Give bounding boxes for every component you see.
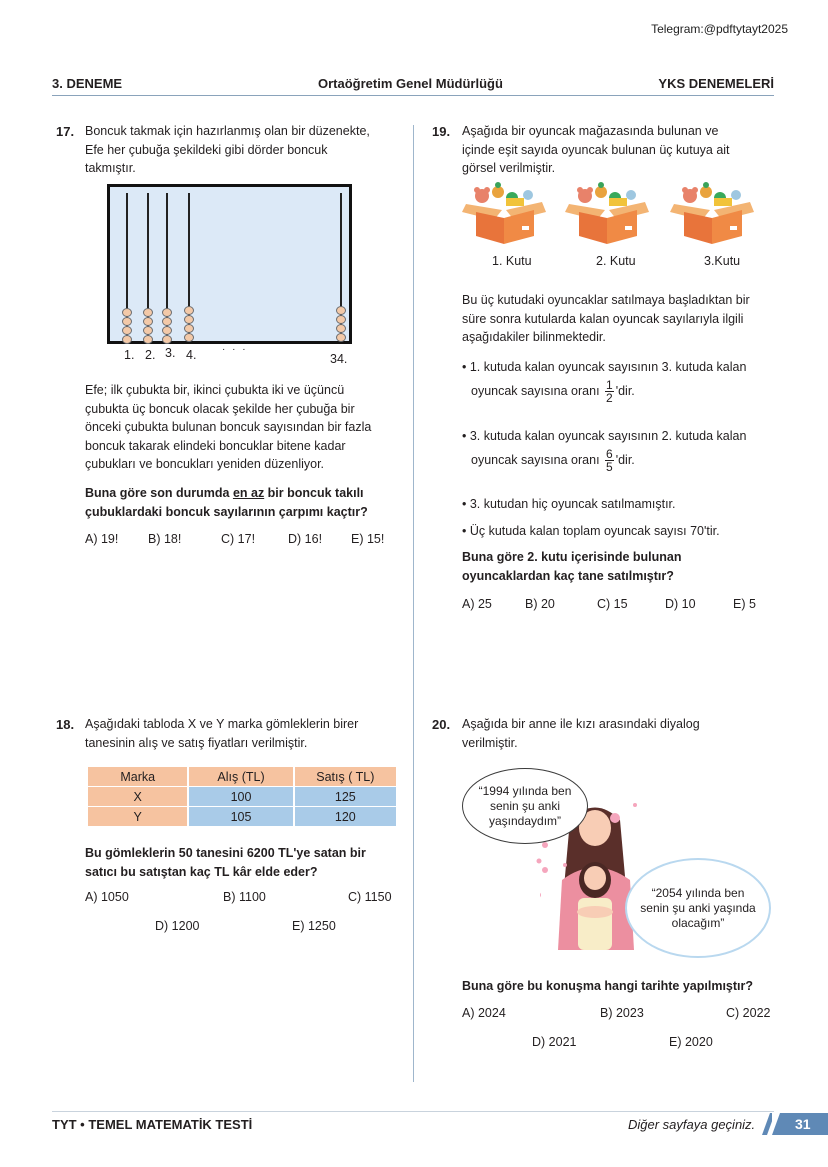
header-divider (52, 95, 774, 96)
bead (162, 335, 172, 344)
bead (143, 326, 153, 335)
option-d[interactable]: D) 16! (288, 532, 323, 546)
option-a[interactable]: A) 19! (85, 532, 119, 546)
bead (122, 308, 132, 317)
bead (336, 315, 346, 324)
answer-options (462, 1006, 782, 1056)
answer-options (85, 890, 405, 940)
text-line: aşağıdakiler bilinmektedir. (462, 330, 606, 344)
bead (162, 326, 172, 335)
option-c[interactable]: C) 15 (597, 597, 628, 611)
box-label: 2. Kutu (596, 254, 636, 268)
text-line: verilmiştir. (462, 735, 518, 750)
text-line: satıcı bu satıştan kaç TL kâr elde eder? (85, 864, 318, 879)
fraction (605, 448, 614, 473)
denominator: 2 (606, 390, 613, 405)
answer-options (85, 532, 405, 552)
text-line: içinde eşit sayıda oyuncak bulunan üç kutuya ait (462, 142, 730, 157)
bead (336, 333, 346, 342)
text-line: çubuklardaki boncuk sayılarının çarpımı kaçtır? (85, 504, 368, 519)
text-span: oyuncak sayısına oranı (471, 452, 600, 467)
rod-label: 1. (124, 348, 135, 362)
text-line: Aşağıda bir anne ile kızı arasındaki diyalog (462, 717, 700, 731)
option-b[interactable]: B) 18! (148, 532, 182, 546)
text-line: çubukları ve boncukları yeniden düzenliyor. (85, 457, 325, 471)
header-left: 3. DENEME (52, 76, 123, 91)
telegram-watermark: Telegram:@pdftytayt2025 (651, 22, 788, 36)
question-intro (85, 715, 405, 752)
bead (143, 308, 153, 317)
text-line: boncuk takarak elindeki boncuklar bitene kadar (85, 438, 346, 453)
bead (143, 317, 153, 326)
table-row (88, 787, 396, 806)
text-line: Bu üç kutudaki oyuncaklar satılmaya başladıktan bir (462, 293, 750, 307)
header-center: Ortaöğretim Genel Müdürlüğü (318, 76, 503, 91)
question-prompt: Buna göre bu konuşma hangi tarihte yapılmıştır? (462, 979, 754, 993)
rod-ellipsis: · · · (222, 344, 248, 355)
option-e[interactable]: E) 1250 (292, 919, 336, 933)
option-d[interactable]: D) 10 (665, 597, 696, 611)
bead (122, 335, 132, 344)
box-label: 3.Kutu (704, 254, 741, 268)
question-intro (462, 122, 782, 178)
option-a[interactable]: A) 25 (462, 597, 492, 611)
text-line: süre sonra kutularda kalan oyuncak sayılarıyla ilgili (462, 311, 744, 326)
answer-options (462, 597, 782, 617)
option-e[interactable]: E) 2020 (669, 1035, 713, 1049)
option-e[interactable]: E) 5 (733, 597, 756, 611)
text-line: olacağım” (671, 915, 725, 930)
text-line: senin şu anki yaşında (640, 900, 756, 915)
question-prompt (462, 548, 782, 585)
option-c[interactable]: C) 17! (221, 532, 256, 546)
rod-label: 3. (165, 346, 176, 360)
text-line (462, 448, 782, 473)
numerator: 1 (606, 377, 613, 392)
bullet-3: • 3. kutudan hiç oyuncak satılmamıştır. (462, 497, 676, 511)
footer-divider (52, 1111, 774, 1112)
table-header: Marka (88, 767, 187, 786)
question-number: 18. (56, 717, 75, 732)
question-number: 19. (432, 124, 451, 139)
table-cell: Y (88, 807, 187, 826)
text-line: Efe her çubuğa şekildeki gibi dörder boncuk (85, 142, 328, 157)
toy-box-3-icon (670, 182, 754, 246)
rod-label: 4. (186, 348, 197, 362)
question-body (462, 291, 782, 347)
table-header: Alış (TL) (189, 767, 292, 786)
toy-box-2-icon (565, 182, 649, 246)
option-b[interactable]: B) 2023 (600, 1006, 644, 1020)
text-line: önceki çubukta bulunan boncuk sayısından bir fazla (85, 420, 372, 434)
question-number: 20. (432, 717, 451, 732)
question-prompt (85, 484, 405, 521)
text-line: “1994 yılında ben (478, 783, 572, 798)
table-header-row (88, 767, 396, 786)
option-e[interactable]: E) 15! (351, 532, 385, 546)
text-line: Boncuk takmak için hazırlanmış olan bir düzenekte, (85, 124, 370, 138)
text-line: yaşındaydım” (488, 813, 562, 828)
toy-box-1-icon (462, 182, 546, 246)
text-line: senin şu anki (489, 798, 561, 813)
rod-label: 2. (145, 348, 156, 362)
table-row (88, 807, 396, 826)
bead (184, 324, 194, 333)
text-line: • 1. kutuda kalan oyuncak sayısının 3. kutuda kalan (462, 360, 747, 374)
text-line: • 3. kutuda kalan oyuncak sayısının 2. kutuda kalan (462, 429, 747, 443)
text-line: Aşağıdaki tabloda X ve Y marka gömleklerin birer (85, 717, 359, 731)
text-span: oyuncak sayısına oranı (471, 383, 600, 398)
table-cell: 120 (295, 807, 396, 826)
text-line: çubukta üç boncuk olacak şekilde her çubuğa bir (85, 401, 355, 416)
text-line: Aşağıda bir oyuncak mağazasında bulunan ve (462, 124, 719, 138)
option-a[interactable]: A) 2024 (462, 1006, 506, 1020)
bead (122, 317, 132, 326)
underlined-text: en az (232, 486, 265, 500)
badge-slant-icon (772, 1113, 782, 1135)
speech-bubble-mother (462, 768, 588, 844)
option-d[interactable]: D) 2021 (532, 1035, 577, 1049)
option-c[interactable]: C) 1150 (348, 890, 392, 904)
text-span: Buna göre son durumda (85, 486, 233, 500)
table-cell: 100 (189, 787, 292, 806)
abacus-figure (107, 184, 352, 344)
bead (122, 326, 132, 335)
bead (336, 306, 346, 315)
fraction (605, 379, 614, 404)
page-number-badge (772, 1113, 828, 1135)
rod-label: 34. (330, 352, 348, 366)
text-line: tanesinin alış ve satış fiyatları verilmiştir. (85, 735, 308, 750)
price-table (86, 766, 398, 827)
table-cell: 125 (295, 787, 396, 806)
speech-bubble-daughter (625, 858, 771, 958)
bubble-text (640, 886, 755, 931)
option-b[interactable]: B) 1100 (223, 890, 266, 904)
bullet-2 (462, 427, 782, 473)
text-line: Bu gömleklerin 50 tanesini 6200 TL'ye satan bir (85, 846, 366, 860)
text-line (85, 484, 405, 503)
question-intro (462, 715, 782, 752)
option-c[interactable]: C) 2022 (726, 1006, 771, 1020)
table-cell: 105 (189, 807, 292, 826)
bead (336, 324, 346, 333)
question-body (85, 381, 405, 474)
denominator: 5 (606, 459, 613, 474)
text-line: oyuncaklardan kaç tane satılmıştır? (462, 568, 674, 583)
text-line: görsel verilmiştir. (462, 161, 556, 175)
bead (143, 335, 153, 344)
text-line: “2054 yılında ben (651, 885, 745, 900)
text-line: Efe; ilk çubukta bir, ikinci çubukta iki ve üçüncü (85, 383, 345, 397)
bullet-1 (462, 358, 782, 404)
bubble-text (479, 784, 572, 829)
option-a[interactable]: A) 1050 (85, 890, 129, 904)
bead (162, 317, 172, 326)
column-divider (413, 125, 414, 1082)
text-line: Buna göre 2. kutu içerisinde bulunan (462, 550, 682, 564)
text-span: bir boncuk takılı (264, 486, 364, 500)
table-cell: X (88, 787, 187, 806)
page-number: 31 (795, 1116, 811, 1132)
footer-next-page-note: Diğer sayfaya geçiniz. (628, 1117, 756, 1132)
bead (184, 306, 194, 315)
text-span: 'dir. (615, 383, 635, 398)
box-label: 1. Kutu (492, 254, 532, 268)
header-right: YKS DENEMELERİ (658, 76, 774, 91)
option-d[interactable]: D) 1200 (155, 919, 200, 933)
text-line (462, 379, 782, 404)
bullet-4: • Üç kutuda kalan toplam oyuncak sayısı 70'tir. (462, 524, 720, 538)
footer-test-name: TYT • TEMEL MATEMATİK TESTİ (52, 1117, 253, 1132)
text-line: takmıştır. (85, 161, 136, 175)
bead (184, 315, 194, 324)
bead (184, 333, 194, 342)
numerator: 6 (606, 446, 613, 461)
text-span: 'dir. (615, 452, 635, 467)
question-number: 17. (56, 124, 75, 139)
bead (162, 308, 172, 317)
question-intro (85, 122, 405, 178)
option-b[interactable]: B) 20 (525, 597, 555, 611)
table-header: Satış ( TL) (295, 767, 396, 786)
question-prompt (85, 844, 405, 881)
